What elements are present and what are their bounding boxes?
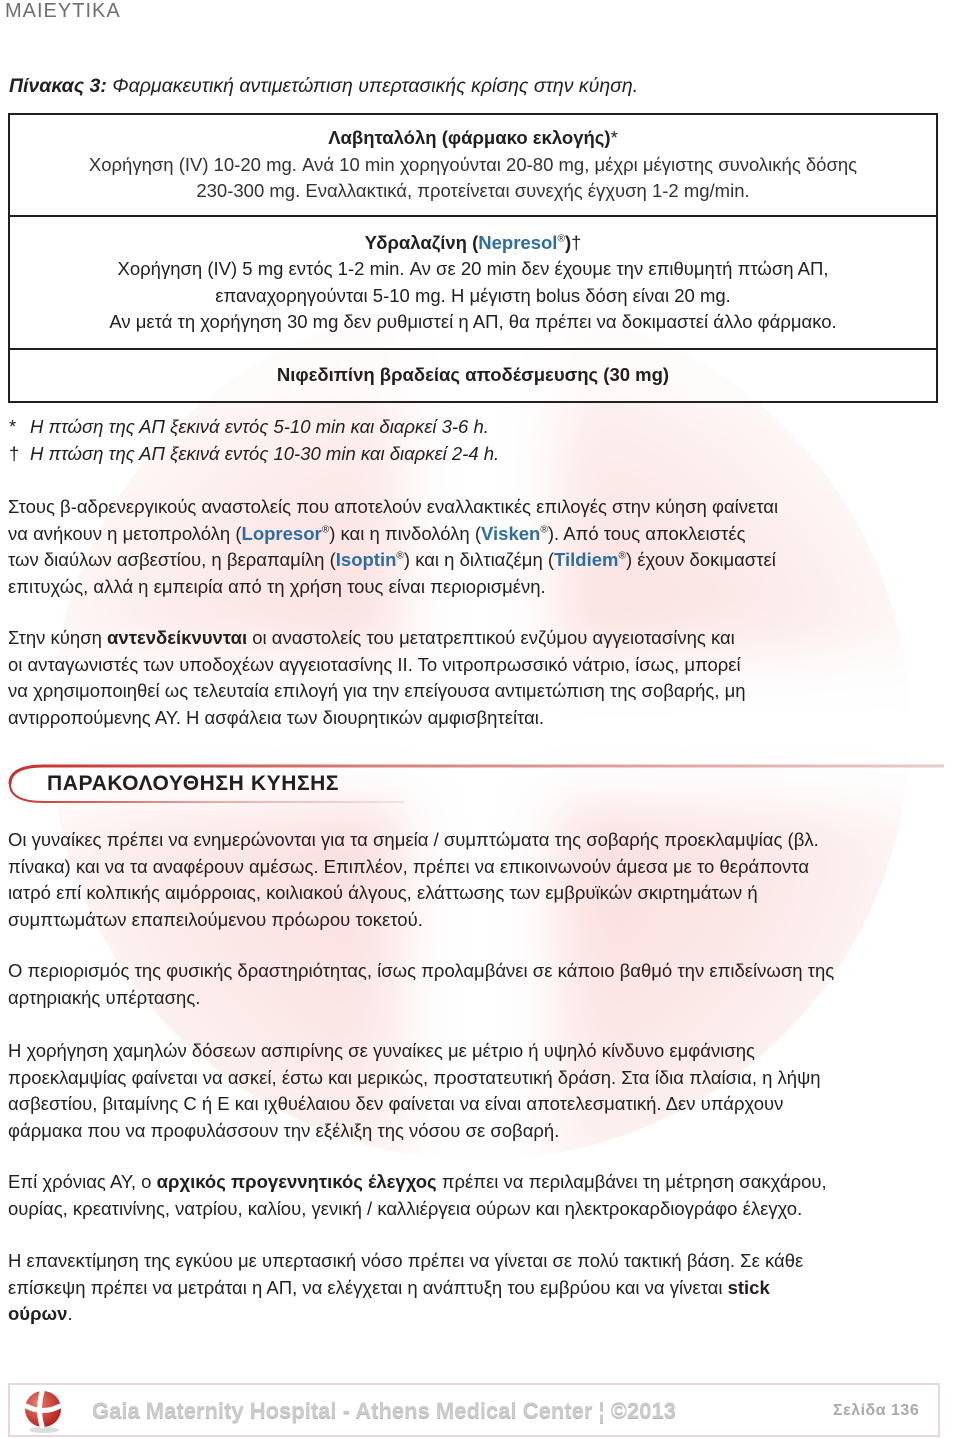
emphasis: stick (727, 1276, 770, 1298)
drug-brand-name: Lopresor (241, 522, 322, 544)
drug-title: Νιφεδιπίνη βραδείας αποδέσμευσης (30 mg) (276, 364, 670, 386)
paragraph-line: αρτηριακής υπέρτασης. (8, 986, 201, 1008)
footnote-mark: * (610, 127, 618, 149)
emphasis: αρχικός προγεννητικός έλεγχος (156, 1171, 437, 1192)
dosage-line: Χορήγηση (IV) 5 mg εντός 1-2 min. Αν σε 20 min δεν έχουμε την επιθυμητή πτώση ΑΠ, (117, 258, 829, 279)
logo-shadow (29, 1427, 59, 1433)
footer-copyright: Gaia Maternity Hospital - Athens Medical Center ¦ ©2013 (92, 1398, 676, 1423)
drug-treatment-table (8, 113, 938, 403)
paragraph-line: να χρησιμοποιηθεί ως τελευταία επιλογή για την επείγουσα αντιμετώπιση της σοβαρής, μη (8, 680, 746, 701)
drug-brand-name: Visken (481, 522, 541, 544)
text-run: ) έχουν δοκιμαστεί (625, 549, 776, 570)
table-caption-text: Φαρμακευτική αντιμετώπιση υπερτασικής κρίσης στην κύηση. (112, 75, 639, 97)
paragraph-aspirin (8, 1038, 952, 1144)
paragraph-line: ιατρό επί κολπικής αιμόρροιας, κοιλιακού άλγους, ελάττωσης των εμβρυϊκών σκιρτημάτων ή (8, 882, 758, 903)
emphasis: ούρων (8, 1303, 68, 1324)
paragraph-line: προεκλαμψίας φαίνεται να ασκεί, έστω και μερικώς, προστατευτική δράση. Στα ίδια πλαίσια, η λήψη (8, 1066, 821, 1088)
text-run: ) και η πινδολόλη ( (329, 522, 482, 544)
paragraph-line: οι ανταγωνιστές των υποδοχέων αγγειοτασίνης ΙΙ. Το νιτροπρωσσικό νάτριο, ίσως, μπορεί (8, 653, 741, 675)
paragraph-line: φάρμακα που να προφυλάσσουν την εξέλιξη της νόσου σε σοβαρή. (8, 1119, 560, 1141)
table-row-nifedipine (10, 348, 936, 401)
paragraph-line (8, 521, 952, 548)
dosage-line: 230-300 mg. Εναλλακτικά, προτείνεται συνεχής έγχυση 1-2 mg/min. (196, 180, 750, 202)
footnote (9, 414, 499, 441)
drug-name-close: ) (564, 231, 572, 253)
table-caption (9, 73, 638, 99)
paragraph-line (8, 1301, 952, 1328)
registered-mark: ® (618, 550, 626, 562)
dosage-line: Αν μετά τη χορήγηση 30 mg δεν ρυθμιστεί η ΑΠ, θα πρέπει να δοκιμαστεί άλλο φάρμακο. (109, 311, 837, 332)
drug-title (365, 230, 582, 257)
drug-title (328, 125, 618, 152)
paragraph-line: ασβεστίου, βιταμίνης C ή Ε και ιχθυέλαιου δεν φαίνεται να είναι αποτελεσματική. Δεν υπάρχουν (8, 1093, 784, 1114)
running-section-title: ΜΑΙΕΥΤΙΚΑ (5, 0, 121, 22)
footnote-mark: † (571, 231, 582, 253)
footnote-mark: † (9, 442, 20, 464)
paragraph-line: Οι γυναίκες πρέπει να ενημερώνονται για τα σημεία / συμπτώματα της σοβαρής προεκλαμψίας (βλ. (8, 829, 819, 850)
table-row-hydralazine (10, 215, 936, 348)
paragraph-contraindications (8, 625, 952, 731)
paragraph-line: επιτυχώς, αλλά η εμπειρία από τη χρήση τους είναι περιορισμένη. (8, 575, 546, 597)
drug-brand-name: Nepresol (478, 231, 558, 253)
text-run: Στην κύηση (8, 627, 108, 648)
drug-brand-name: Tildiem (554, 549, 619, 570)
dosage-line: Χορήγηση (IV) 10-20 mg. Ανά 10 min χορηγούνται 20-80 mg, μέχρι μέγιστης συνολικής δόσης (88, 153, 858, 175)
paragraph-line: ουρίας, κρεατινίνης, νατρίου, καλίου, γενική / καλλιέργεια ούρων και ηλεκτροκαρδιογράφο έλεγχο. (8, 1197, 803, 1219)
dosage-line: επαναχορηγούνται 5-10 mg. Η μέγιστη bolus δόση είναι 20 mg. (215, 284, 731, 306)
paragraph-line (8, 1169, 952, 1196)
table-footnotes (9, 414, 499, 467)
footnote-text: Η πτώση της ΑΠ ξεκινά εντός 10-30 min και διαρκεί 2-4 h. (30, 442, 500, 464)
paragraph-line: αντιρροπούμενης ΑΥ. Η ασφάλεια των διουρητικών αμφισβητείται. (8, 706, 545, 728)
registered-mark: ® (396, 550, 404, 562)
logo-band (40, 1392, 43, 1426)
table-row-labetalol (10, 115, 936, 215)
drug-brand-name: Isoptin (335, 549, 397, 570)
paragraph-beta-blockers (8, 494, 952, 600)
paragraph-line: Η επανεκτίμηση της εγκύου με υπερτασική νόσο πρέπει να γίνεται σε πολύ τακτική βάση. Σε κάθε (8, 1250, 804, 1271)
text-run: πρέπει να περιλαμβάνει τη μέτρηση σακχάρου, (436, 1171, 827, 1192)
paragraph-line: συμπτωμάτων επαπειλούμενου πρόωρου τοκετού. (8, 908, 423, 930)
text-run: ) και η διλτιαζέμη ( (403, 549, 555, 570)
text-run: οι αναστολείς του μετατρεπτικού ενζύμου αγγειοτασίνης και (247, 627, 735, 648)
paragraph-line: Ο περιορισμός της φυσικής δραστηριότητας, ίσως προλαμβάνει σε κάποιο βαθμό την επιδείνωση της (8, 960, 835, 981)
text-run: να ανήκουν η μετοπρολόλη ( (8, 522, 242, 544)
paragraph-activity (8, 958, 952, 1011)
section-heading: ΠΑΡΑΚΟΛΟΥΘΗΣΗ ΚΥΗΣΗΣ (47, 772, 340, 795)
text-run: επίσκεψη πρέπει να μετράται η ΑΠ, να ελέγχεται η ανάπτυξη του εμβρύου και να γίνεται (8, 1276, 728, 1298)
registered-mark: ® (321, 523, 330, 535)
paragraph-line: πίνακα) και να τα αναφέρουν αμέσως. Επιπλέον, πρέπει να επικοινωνούν άμεσα με το θεράποντα (8, 855, 810, 877)
paragraph-line: Η χορήγηση χαμηλών δόσεων ασπιρίνης σε γυναίκες με μέτριο ή υψηλό κίνδυνο εμφάνισης (8, 1040, 755, 1061)
paragraph-warning-signs (8, 827, 952, 933)
paragraph-baseline-tests (8, 1169, 952, 1222)
drug-name: Υδραλαζίνη ( (364, 231, 479, 253)
footnote-text: Η πτώση της ΑΠ ξεκινά εντός 5-10 min και διαρκεί 3-6 h. (30, 416, 489, 437)
table-caption-label: Πίνακας 3: (9, 75, 107, 97)
paragraph-line (8, 547, 952, 574)
footnote (9, 441, 499, 468)
paragraph-line (8, 1275, 952, 1302)
page-number: Σελίδα 136 (833, 1402, 920, 1419)
drug-name: Λαβηταλόλη (φάρμακο εκλογής) (328, 127, 611, 149)
text-run: ). Από τους αποκλειστές (547, 522, 746, 544)
text-run: Επί χρόνιας ΑΥ, ο (8, 1171, 157, 1192)
paragraph-line: Στους β-αδρενεργικούς αναστολείς που αποτελούν εναλλακτικές επιλογές στην κύηση φαίνεται (8, 496, 779, 517)
hospital-logo-icon (20, 1388, 66, 1434)
emphasis: αντενδείκνυνται (107, 627, 248, 648)
text-run: . (67, 1303, 73, 1324)
footnote-mark: * (9, 416, 17, 437)
text-run: των διαύλων ασβεστίου, η βεραπαμίλη ( (8, 549, 336, 570)
paragraph-reassessment (8, 1248, 952, 1328)
registered-mark: ® (557, 232, 565, 244)
registered-mark: ® (540, 523, 548, 535)
paragraph-line (8, 625, 952, 652)
